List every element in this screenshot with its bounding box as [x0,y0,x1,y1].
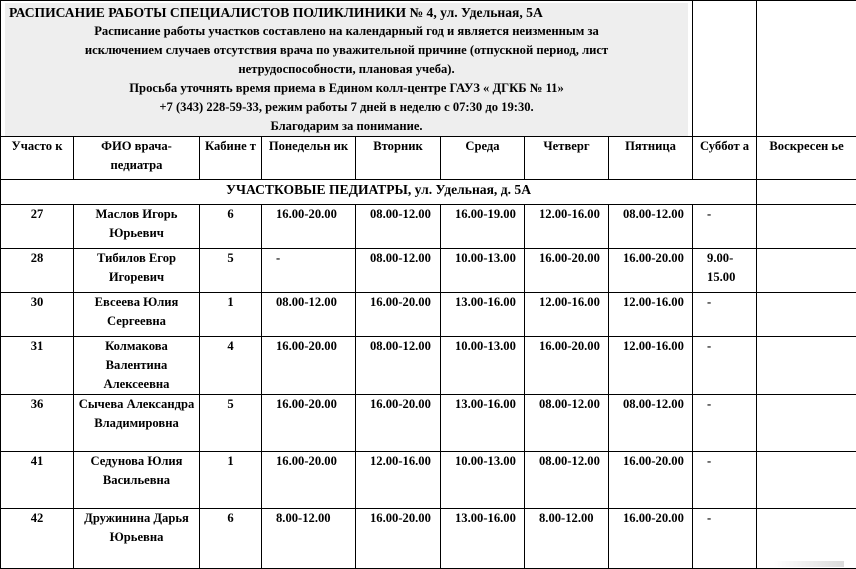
cell-monday: 08.00-12.00 [262,293,356,337]
cell-uchastok: 41 [1,452,74,509]
cell-monday: - [262,249,356,293]
cell-doctor-name: Дружинина Дарья Юрьевна [74,509,200,569]
cell-friday: 16.00-20.00 [609,509,693,569]
cell-uchastok: 31 [1,337,74,395]
header-line: Благодарим за понимание. [5,117,688,136]
table-row [1,293,856,337]
header-line: Просьба уточнять время приема в Едином колл-центре ГАУЗ « ДГКБ № 11» [5,79,688,98]
cell-doctor-name: Маслов Игорь Юрьевич [74,205,200,249]
cell-saturday: - [693,452,757,509]
cell-friday: 16.00-20.00 [609,249,693,293]
cell-tuesday: 16.00-20.00 [356,395,441,452]
cell-saturday: - [693,205,757,249]
cell-thursday: 8.00-12.00 [525,509,609,569]
cell-uchastok: 42 [1,509,74,569]
table-row [1,509,856,569]
cell-saturday: - [693,337,757,395]
empty-cell [757,180,856,205]
empty-cell [757,1,856,137]
cell-kabinet: 6 [200,509,262,569]
cell-friday: 08.00-12.00 [609,395,693,452]
cell-sunday [757,249,856,293]
cell-doctor-name: Тибилов Егор Игоревич [74,249,200,293]
col-header-uchastok: Участо к [1,137,74,180]
col-header-saturday: Суббот а [693,137,757,180]
col-header-friday: Пятница [609,137,693,180]
col-header-wednesday: Среда [441,137,525,180]
cell-kabinet: 5 [200,249,262,293]
cell-sunday [757,293,856,337]
cell-sunday [757,337,856,395]
header-row [1,1,856,137]
cell-thursday: 12.00-16.00 [525,205,609,249]
col-header-fio: ФИО врача-педиатра [74,137,200,180]
cell-tuesday: 16.00-20.00 [356,509,441,569]
cell-sunday [757,205,856,249]
table-row [1,452,856,509]
cell-friday: 12.00-16.00 [609,293,693,337]
col-header-kabinet: Кабине т [200,137,262,180]
empty-cell [693,1,757,137]
cell-thursday: 08.00-12.00 [525,452,609,509]
cell-tuesday: 08.00-12.00 [356,249,441,293]
cell-monday: 16.00-20.00 [262,395,356,452]
cell-kabinet: 6 [200,205,262,249]
col-header-sunday: Воскресен ье [757,137,856,180]
table-row [1,337,856,395]
cell-doctor-name: Сычева Александра Владимировна [74,395,200,452]
col-header-tuesday: Вторник [356,137,441,180]
col-header-thursday: Четверг [525,137,609,180]
cell-friday: 08.00-12.00 [609,205,693,249]
cell-saturday: 9.00-15.00 [693,249,757,293]
table-row [1,205,856,249]
cell-wednesday: 13.00-16.00 [441,293,525,337]
cell-sunday [757,395,856,452]
page-title: РАСПИСАНИЕ РАБОТЫ СПЕЦИАЛИСТОВ ПОЛИКЛИНИКИ № 4, ул. Удельная, 5А [5,3,688,22]
header-line: +7 (343) 228-59-33, режим работы 7 дней в неделю с 07:30 до 19:30. [5,98,688,117]
cell-uchastok: 36 [1,395,74,452]
cell-saturday: - [693,293,757,337]
cell-monday: 16.00-20.00 [262,452,356,509]
section-title: УЧАСТКОВЫЕ ПЕДИАТРЫ, ул. Удельная, д. 5А [1,180,757,205]
cell-monday: 8.00-12.00 [262,509,356,569]
table-row [1,249,856,293]
cell-saturday: - [693,509,757,569]
cell-wednesday: 10.00-13.00 [441,452,525,509]
header-line: нетрудоспособности, плановая учеба). [5,60,688,79]
header-block [1,1,693,137]
cell-doctor-name: Колмакова Валентина Алексеевна [74,337,200,395]
cell-uchastok: 28 [1,249,74,293]
header-line: исключением случаев отсутствия врача по уважительной причине (отпускной период, лист [5,41,688,60]
header-line: Расписание работы участков составлено на календарный год и является неизменным за [5,22,688,41]
section-row [1,180,856,205]
cell-thursday: 12.00-16.00 [525,293,609,337]
cell-kabinet: 5 [200,395,262,452]
cell-monday: 16.00-20.00 [262,337,356,395]
cell-kabinet: 4 [200,337,262,395]
cell-wednesday: 10.00-13.00 [441,249,525,293]
cell-tuesday: 08.00-12.00 [356,205,441,249]
cell-wednesday: 13.00-16.00 [441,395,525,452]
cell-thursday: 16.00-20.00 [525,337,609,395]
cell-thursday: 16.00-20.00 [525,249,609,293]
col-header-monday: Понедельн ик [262,137,356,180]
cell-wednesday: 16.00-19.00 [441,205,525,249]
cell-tuesday: 16.00-20.00 [356,293,441,337]
cell-wednesday: 13.00-16.00 [441,509,525,569]
cell-sunday [757,452,856,509]
cell-uchastok: 27 [1,205,74,249]
watermark-fade [774,561,844,567]
schedule-body [1,205,856,569]
cell-monday: 16.00-20.00 [262,205,356,249]
cell-saturday: - [693,395,757,452]
cell-friday: 16.00-20.00 [609,452,693,509]
cell-kabinet: 1 [200,293,262,337]
cell-friday: 12.00-16.00 [609,337,693,395]
cell-thursday: 08.00-12.00 [525,395,609,452]
cell-doctor-name: Седунова Юлия Васильевна [74,452,200,509]
cell-sunday [757,509,856,569]
cell-wednesday: 10.00-13.00 [441,337,525,395]
column-header-row [1,137,856,180]
cell-uchastok: 30 [1,293,74,337]
table-row [1,395,856,452]
cell-tuesday: 08.00-12.00 [356,337,441,395]
cell-tuesday: 12.00-16.00 [356,452,441,509]
cell-kabinet: 1 [200,452,262,509]
cell-doctor-name: Евсеева Юлия Сергеевна [74,293,200,337]
